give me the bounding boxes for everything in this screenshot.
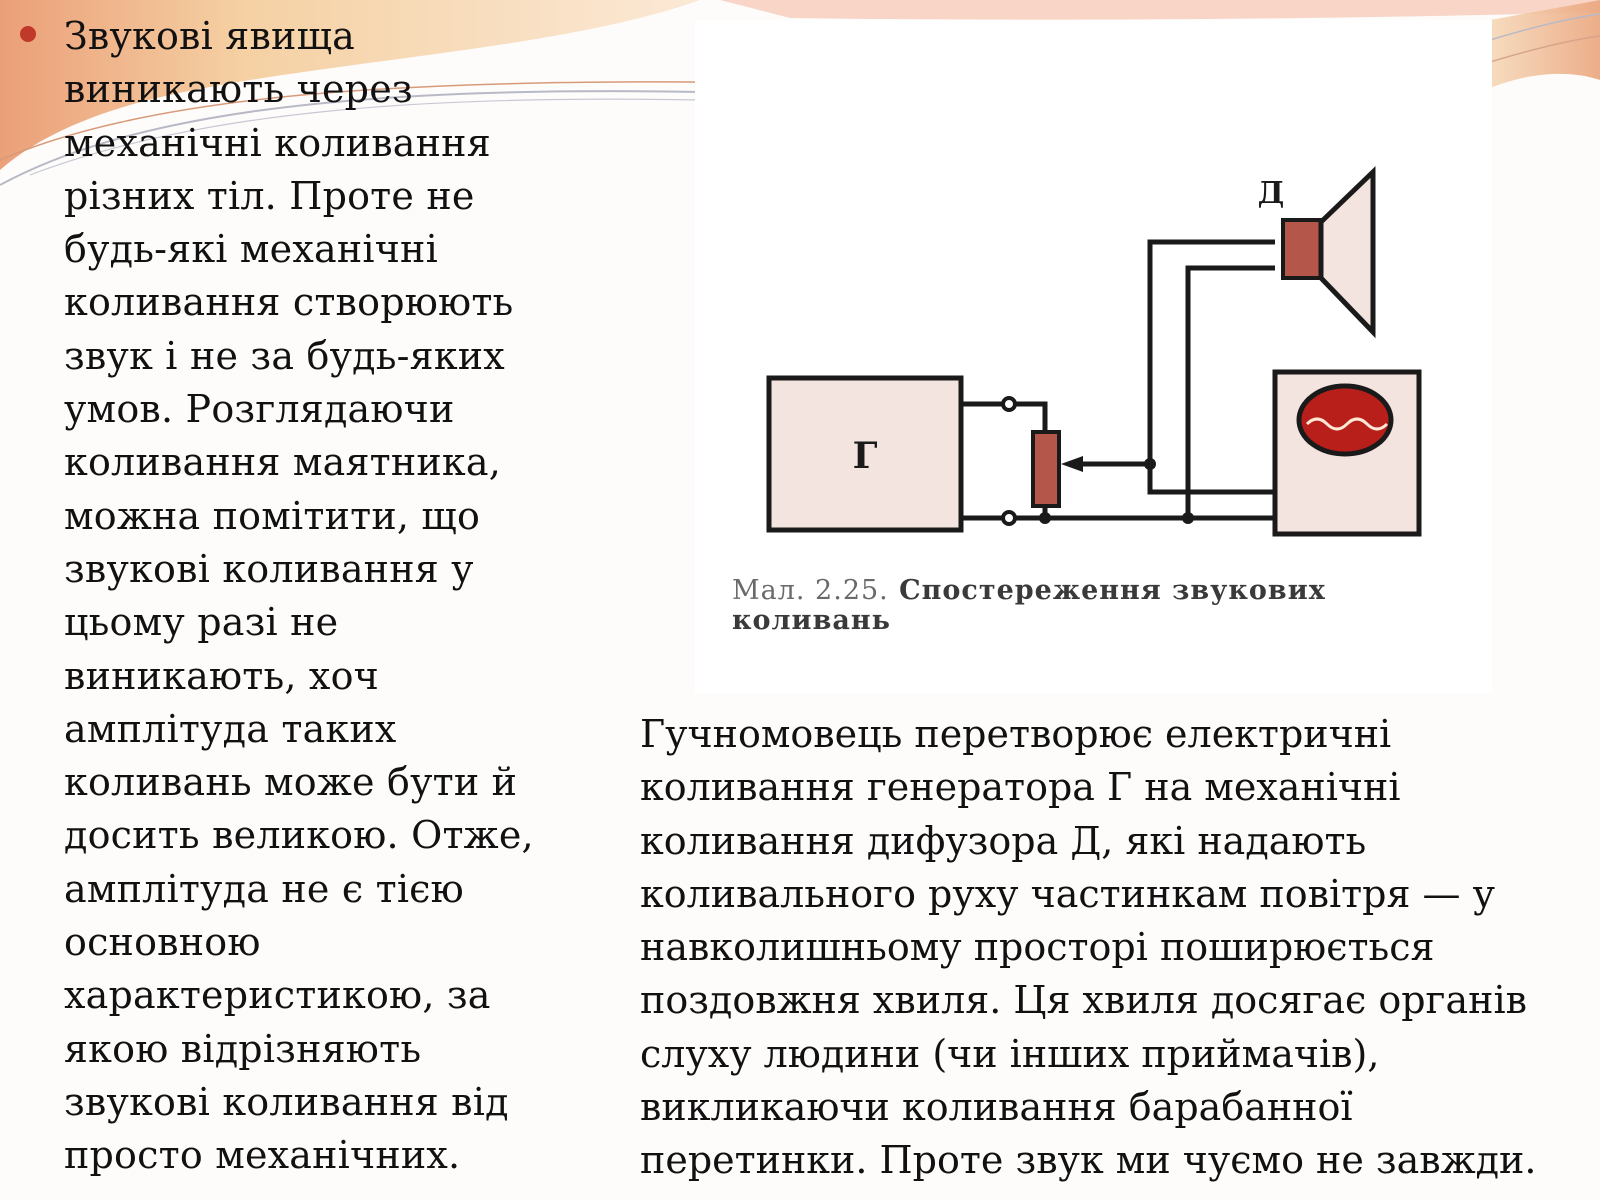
bullet-paragraph: Звукові явища виникають через механічні коливання різних тіл. Проте не будь-які механічні коливання створюють звук і не за будь-яких умов. Розглядаючи коливання маятника, можна помітити, що звукові коливання у цьому разі не виникають, хоч амплітуда таких коливань може бути й досить великою. Отже, амплітуда не є тією основною характеристикою, за якою відрізняють звукові коливання від просто механічних. (64, 14, 534, 1178)
caption-prefix: Мал. 2.25. (732, 575, 889, 606)
circuit-figure (695, 20, 1492, 693)
potentiometer-arrow (1061, 456, 1083, 472)
bullet-marker (20, 26, 36, 42)
speaker-magnet (1283, 220, 1321, 278)
caption-text: Спостереження звукових коливань (732, 575, 1326, 636)
figure-caption (732, 576, 1462, 636)
swoosh-top (720, 0, 1600, 20)
speaker-cone (1321, 172, 1373, 332)
circuit-wires (961, 242, 1275, 518)
potentiometer (1033, 432, 1059, 506)
description-paragraph: Гучномовець перетворює електричні коливання генератора Г на механічні коливання дифузора Д, які надають коливального руху частинкам повітря — у навколишньому просторі поширюється поздовжня хвиля. Ця хвиля досягає органів слуху людини (чи інших приймачів), викликаючи коливання барабанної перетинки. Проте звук ми чуємо не завжди. (640, 712, 1537, 1183)
speaker-label: Д (1257, 176, 1285, 211)
generator-label: Г (852, 435, 878, 477)
